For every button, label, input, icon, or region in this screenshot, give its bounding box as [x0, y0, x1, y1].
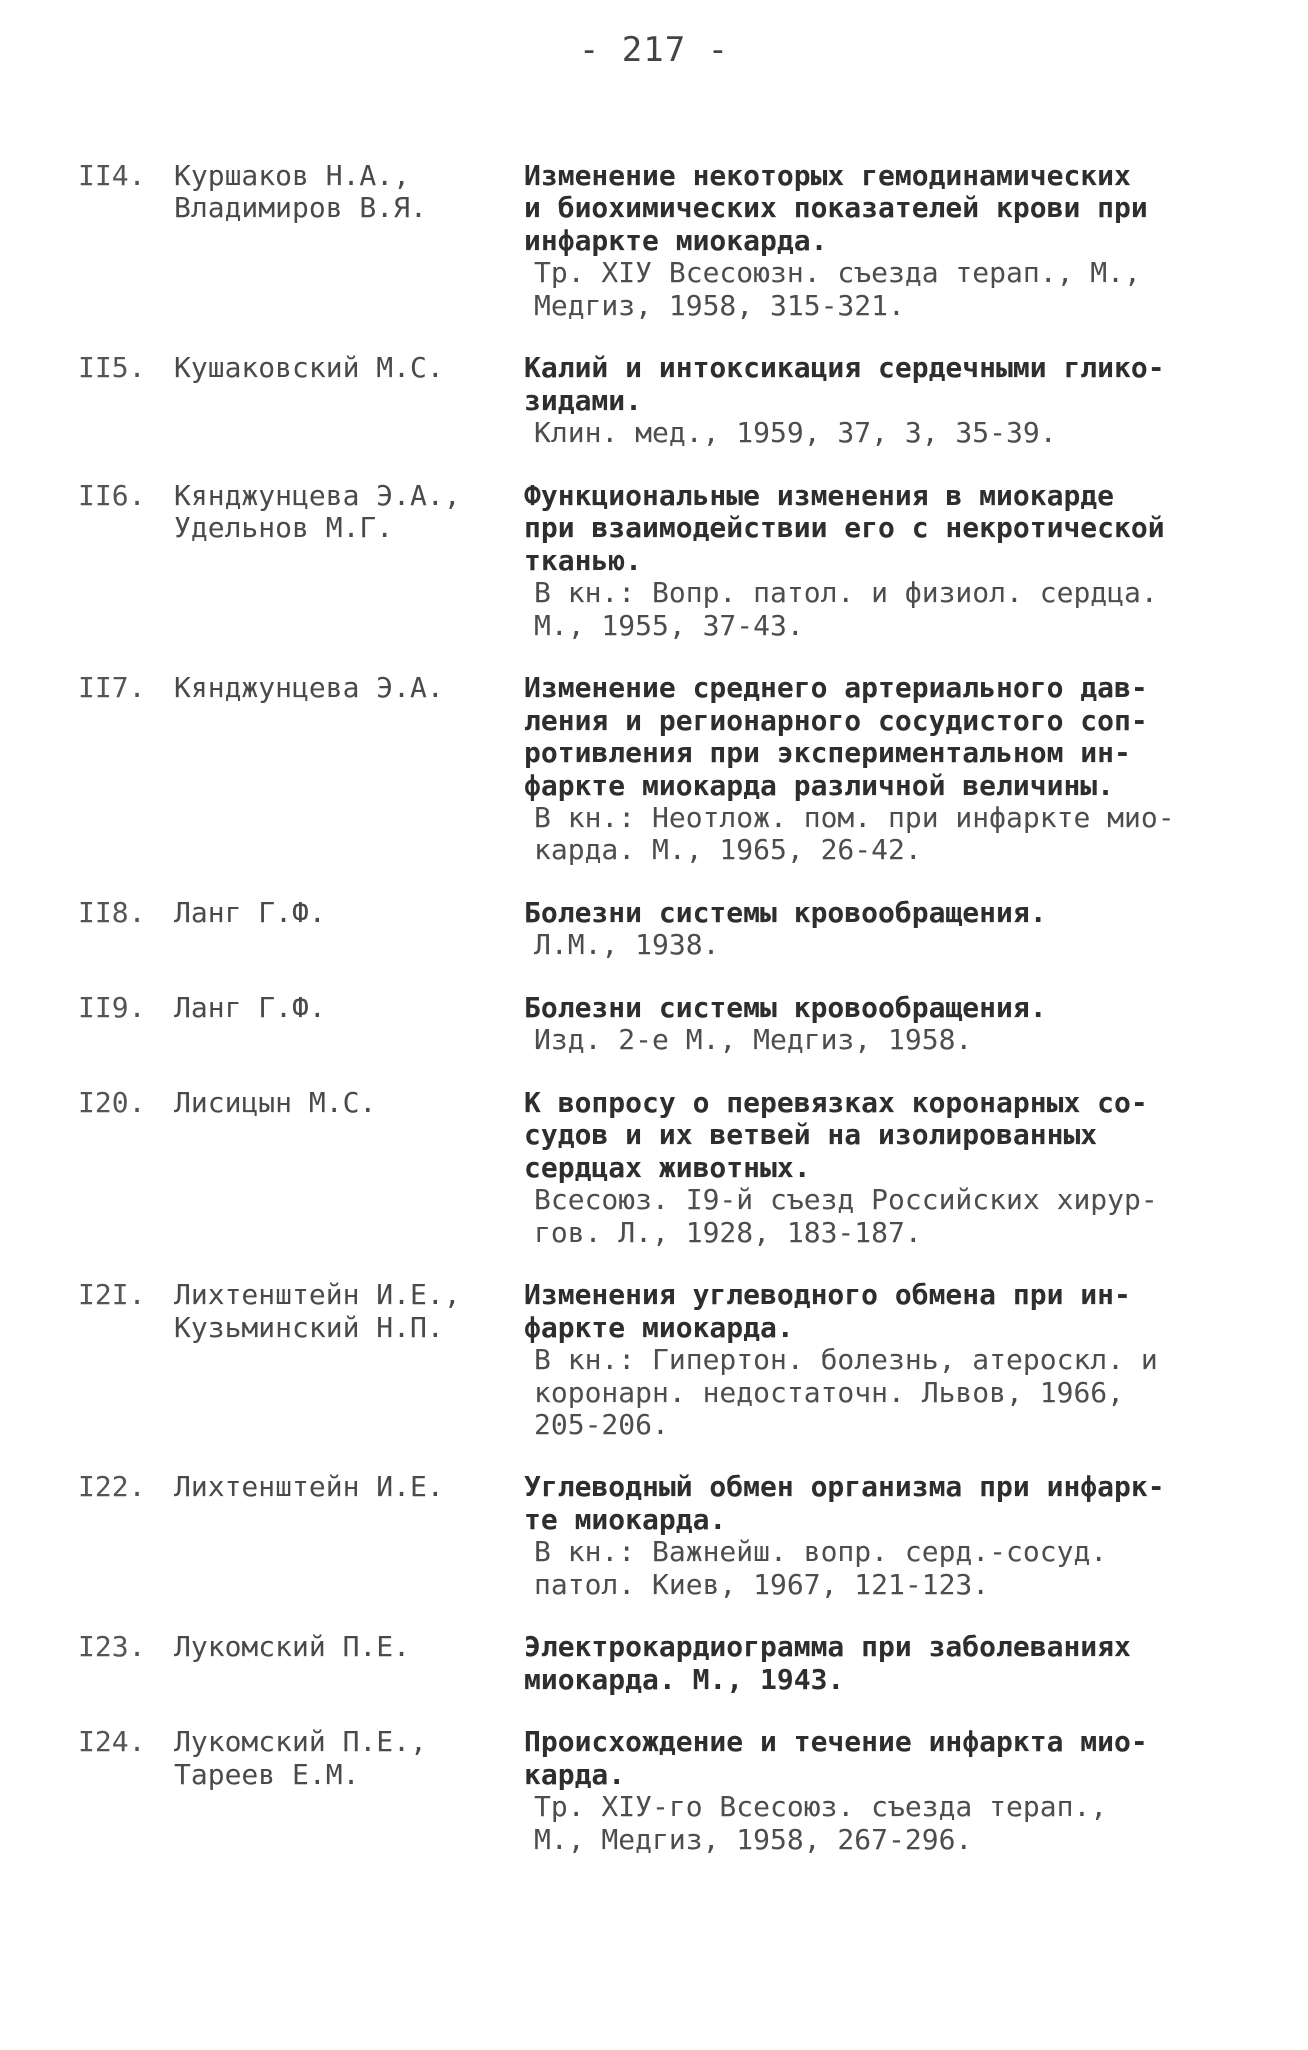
title-line: Болезни системы кровообращения.	[524, 895, 1047, 929]
entry-source	[524, 1344, 1238, 1441]
author-name: Удельнов М.Г.	[174, 511, 394, 545]
entry-number: II8.	[78, 895, 146, 929]
author-name: Кузьминский Н.П.	[174, 1310, 444, 1344]
entry-title	[524, 672, 1238, 802]
bibliography-entry	[78, 992, 1238, 1057]
entry-title	[524, 352, 1238, 417]
entry-reference	[524, 352, 1238, 449]
source-line: 205-206.	[534, 1408, 669, 1441]
entry-number: I20.	[78, 1085, 146, 1119]
author-name: Кянджунцева Э.А.,	[174, 478, 461, 512]
title-line: Электрокардиограмма при заболеваниях	[524, 1630, 1131, 1664]
entry-source	[524, 257, 1238, 322]
entry-source	[524, 802, 1238, 867]
entry-title	[524, 480, 1238, 577]
author-name: Ланг Г.Ф.	[174, 990, 326, 1024]
title-line: Изменение среднего артериального дав-	[524, 671, 1148, 705]
title-line: инфаркте миокарда.	[524, 223, 828, 257]
entry-number: II4.	[78, 159, 146, 192]
author-name: Лукомский П.Е.,	[174, 1725, 427, 1759]
author-name: Куршаков Н.А.,	[174, 159, 411, 192]
entry-title	[524, 1631, 1238, 1696]
entry-number: I2I.	[78, 1278, 146, 1312]
author-name: Кушаковский М.С.	[174, 351, 444, 385]
title-line: Изменение некоторых гемодинамических	[524, 159, 1131, 192]
entry-authors	[174, 480, 524, 545]
page-number: - 217 -	[578, 30, 730, 70]
source-line: карда. М., 1965, 26-42.	[534, 833, 922, 867]
title-line: Углеводный обмен организма при инфарк-	[524, 1470, 1165, 1504]
source-line: В кн.: Вопр. патол. и физиол. сердца.	[534, 576, 1158, 610]
title-line: зидами.	[524, 383, 643, 417]
entry-reference	[524, 1087, 1238, 1249]
source-line: Медгиз, 1958, 315-321.	[534, 288, 905, 322]
entry-source	[524, 1184, 1238, 1249]
title-line: миокарда. М., 1943.	[524, 1662, 845, 1696]
title-line: Калий и интоксикация сердечными глико-	[524, 351, 1165, 385]
title-line: фаркте миокарда.	[524, 1310, 794, 1344]
entry-title	[524, 1279, 1238, 1344]
bibliography-entry	[78, 352, 1238, 449]
entry-authors	[174, 1471, 524, 1503]
author-name: Лихтенштейн И.Е.,	[174, 1278, 461, 1312]
entry-source	[524, 1024, 1238, 1056]
entry-source	[524, 929, 1238, 961]
title-line: при взаимодействии его с некротической	[524, 511, 1165, 545]
bibliography-entry	[78, 1726, 1238, 1856]
entry-reference	[524, 480, 1238, 642]
entry-source	[524, 1791, 1238, 1856]
entry-reference	[524, 672, 1238, 867]
entry-authors	[174, 1726, 524, 1791]
title-line: карда.	[524, 1757, 626, 1791]
title-line: ротивления при экспериментальном ин-	[524, 736, 1131, 770]
author-name: Владимиров В.Я.	[174, 191, 427, 225]
entry-reference	[524, 1279, 1238, 1441]
title-line: К вопросу о перевязках коронарных со-	[524, 1085, 1148, 1119]
entry-authors	[174, 1279, 524, 1344]
source-line: М., Медгиз, 1958, 267-296.	[534, 1822, 973, 1856]
title-line: Болезни системы кровообращения.	[524, 990, 1047, 1024]
author-name: Лисицын М.С.	[174, 1085, 377, 1119]
entry-number: II5.	[78, 351, 146, 385]
source-line: Изд. 2-е М., Медгиз, 1958.	[534, 1023, 973, 1057]
bibliography-entry	[78, 480, 1238, 642]
entry-authors	[174, 992, 524, 1024]
bibliography-entry	[78, 897, 1238, 962]
source-line: Тр. XIУ Всесоюзн. съезда терап., М.,	[534, 256, 1141, 290]
entry-authors	[174, 897, 524, 929]
entry-title	[524, 1726, 1238, 1791]
author-name: Лихтенштейн И.Е.	[174, 1470, 444, 1504]
source-line: гов. Л., 1928, 183-187.	[534, 1215, 922, 1249]
bibliography-entry	[78, 672, 1238, 867]
author-name: Лукомский П.Е.	[174, 1630, 411, 1664]
entry-source	[524, 577, 1238, 642]
title-line: фаркте миокарда различной величины.	[524, 768, 1115, 802]
entry-authors	[174, 160, 524, 225]
title-line: судов и их ветвей на изолированных	[524, 1118, 1098, 1152]
bibliography-entry	[78, 160, 1238, 322]
source-line: Клин. мед., 1959, 37, 3, 35-39.	[534, 416, 1057, 450]
entry-reference	[524, 897, 1238, 962]
source-line: Тр. XIУ-го Всесоюз. съезда терап.,	[534, 1790, 1108, 1824]
source-line: патол. Киев, 1967, 121-123.	[534, 1567, 990, 1601]
source-line: М., 1955, 37-43.	[534, 608, 804, 642]
source-line: коронарн. недостаточн. Львов, 1966,	[534, 1375, 1125, 1409]
entry-authors	[174, 672, 524, 704]
entry-title	[524, 897, 1238, 929]
entry-source	[524, 1536, 1238, 1601]
entry-title	[524, 1087, 1238, 1184]
entry-title	[524, 1471, 1238, 1536]
bibliography-entry	[78, 1087, 1238, 1249]
entry-authors	[174, 1631, 524, 1663]
bibliography-entry	[78, 1631, 1238, 1696]
title-line: тканью.	[524, 543, 643, 577]
title-line: ления и регионарного сосудистого соп-	[524, 703, 1148, 737]
entry-reference	[524, 160, 1238, 322]
title-line: те миокарда.	[524, 1502, 727, 1536]
source-line: В кн.: Гипертон. болезнь, атероскл. и	[534, 1343, 1158, 1377]
source-line: Л.М., 1938.	[534, 928, 720, 962]
bibliography-entry	[78, 1279, 1238, 1441]
entry-title	[524, 992, 1238, 1024]
entry-authors	[174, 1087, 524, 1119]
author-name: Кянджунцева Э.А.	[174, 671, 444, 705]
title-line: Происхождение и течение инфаркта мио-	[524, 1725, 1148, 1759]
entry-number: I24.	[78, 1725, 146, 1759]
author-name: Ланг Г.Ф.	[174, 895, 326, 929]
entry-reference	[524, 1471, 1238, 1601]
entry-authors	[174, 352, 524, 384]
entry-number: II6.	[78, 478, 146, 512]
source-line: Всесоюз. I9-й съезд Российских хирур-	[534, 1183, 1158, 1217]
title-line: Изменения углеводного обмена при ин-	[524, 1278, 1131, 1312]
bibliography-list	[78, 160, 1238, 1886]
source-line: В кн.: Неотлож. пом. при инфаркте мио-	[534, 800, 1175, 834]
entry-title	[524, 160, 1238, 257]
entry-number: I23.	[78, 1630, 146, 1664]
title-line: сердцах животных.	[524, 1150, 811, 1184]
bibliography-entry	[78, 1471, 1238, 1601]
entry-reference	[524, 1631, 1238, 1696]
entry-number: I22.	[78, 1470, 146, 1504]
author-name: Тареев Е.М.	[174, 1757, 360, 1791]
title-line: Функциональные изменения в миокарде	[524, 478, 1115, 512]
entry-source	[524, 417, 1238, 449]
title-line: и биохимических показателей крови при	[524, 191, 1148, 225]
entry-reference	[524, 1726, 1238, 1856]
entry-number: II7.	[78, 671, 146, 705]
entry-reference	[524, 992, 1238, 1057]
entry-number: II9.	[78, 990, 146, 1024]
source-line: В кн.: Важнейш. вопр. серд.-сосуд.	[534, 1535, 1108, 1569]
